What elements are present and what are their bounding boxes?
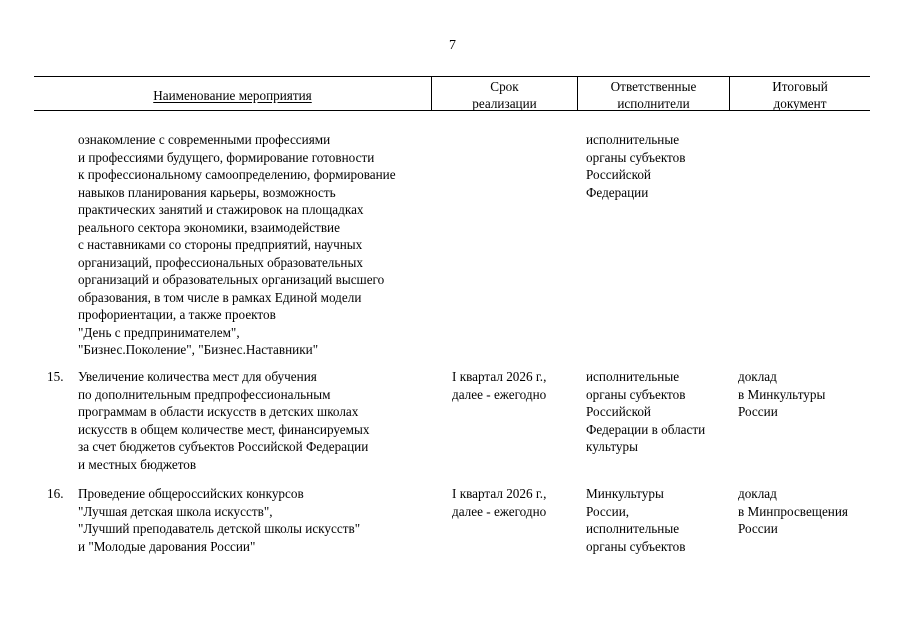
- row-number: 16.: [47, 486, 64, 501]
- header-term-label-1: Срок: [490, 79, 519, 94]
- row-document-cell: доклад в Минкультуры России: [738, 369, 826, 419]
- header-document-column: [730, 78, 870, 112]
- header-term-label-2: реализации: [472, 96, 537, 111]
- row-number: 15.: [47, 369, 64, 384]
- table-top-rule: [34, 76, 870, 77]
- row-document-cell: доклад в Минпросвещения России: [738, 486, 848, 536]
- row-responsible-cell: исполнительные органы субъектов Российской Федерации в области культуры: [586, 369, 706, 454]
- row-name-cell: Увеличение количества мест для обучения по дополнительным предпрофессиональным программам в области искусств в детских школах искусств в общем количестве мест, финансируемых за счет бюджетов субъектов Российской Федерации и местных бюджетов: [78, 369, 370, 472]
- header-responsible-column: [578, 78, 729, 112]
- header-document-label-1: Итоговый: [772, 79, 828, 94]
- row-term-cell: I квартал 2026 г., далее - ежегодно: [452, 369, 547, 402]
- row-name-cell: ознакомление с современными профессиями и профессиями будущего, формирование готовности к профессиональному самоопределению, формирование навыков планирования карьеры, возможность практических занятий и стажировок на площадках реального сектора экономики, взаимодействие с наставниками со стороны предприятий, научных организаций, профессиональных образовательных организаций и образовательных организаций высшего образования, в том числе в рамках Единой модели профориентации, а также проектов "День с предпринимателем", "Бизнес.Поколение", "Бизнес.Наставники": [78, 132, 396, 357]
- row-term-cell: I квартал 2026 г., далее - ежегодно: [452, 486, 547, 519]
- header-responsible-label-1: Ответственные: [610, 79, 697, 94]
- header-responsible-label-2: исполнители: [617, 96, 690, 111]
- row-responsible-cell: Минкультуры России, исполнительные органы субъектов: [586, 486, 686, 554]
- header-document-label-2: документ: [773, 96, 827, 111]
- header-name-label: Наименование мероприятия: [153, 88, 312, 103]
- row-responsible-cell: исполнительные органы субъектов Российской Федерации: [586, 132, 686, 200]
- page-number: 7: [449, 38, 456, 53]
- header-term-column: [432, 78, 577, 112]
- row-name-cell: Проведение общероссийских конкурсов "Лучшая детская школа искусств", "Лучший преподаватель детской школы искусств" и "Молодые дарования России": [78, 486, 361, 554]
- header-name-column: [34, 87, 431, 104]
